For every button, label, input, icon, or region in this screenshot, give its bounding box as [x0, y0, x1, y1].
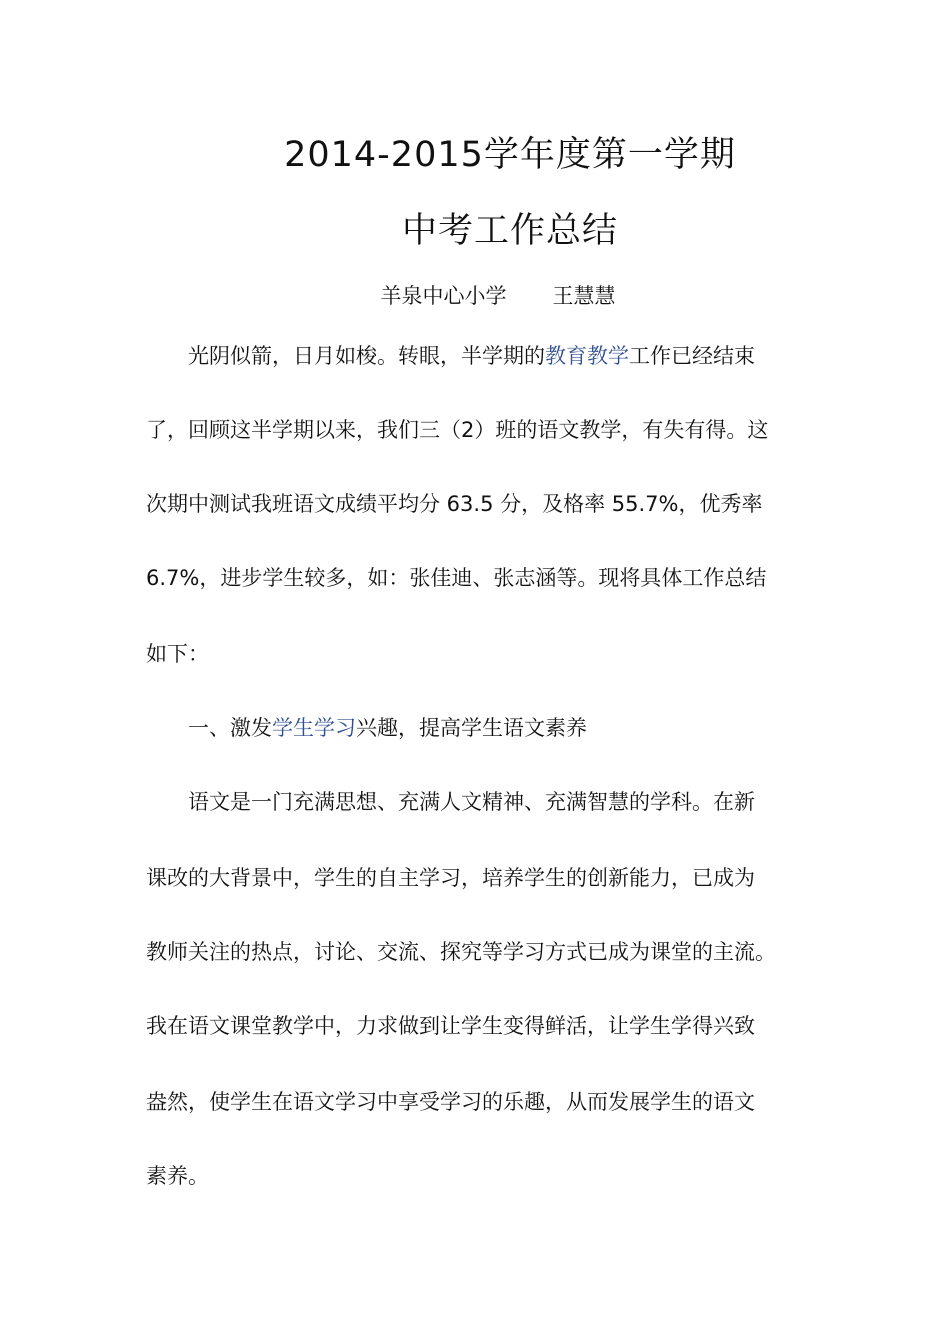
paragraph-line: [146, 564, 766, 592]
text-run: 次期中测试我班语文成绩平均分 63.5 分，及格率 55.7%，优秀率: [146, 492, 763, 516]
text-run: 工作已经结束: [629, 344, 755, 368]
paragraph-line: [146, 1012, 755, 1040]
paragraph-line: [146, 1162, 209, 1190]
text-run: 素养。: [146, 1164, 209, 1188]
paragraph-line: [146, 864, 755, 892]
text-run: 盎然，使学生在语文学习中享受学习的乐趣，从而发展学生的语文: [146, 1090, 755, 1114]
title-line-2: 中考工作总结: [401, 211, 618, 251]
paragraph-line: [146, 1088, 755, 1116]
paragraph-line: [146, 640, 209, 668]
text-run: 语文是一门充满思想、充满人文精神、充满智慧的学科。在新: [146, 790, 755, 814]
paragraph-line: [146, 490, 763, 518]
text-run: 课改的大背景中，学生的自主学习，培养学生的创新能力，已成为: [146, 866, 755, 890]
text-run: 兴趣，提高学生语文素养: [356, 716, 587, 740]
text-run: 如下：: [146, 642, 209, 666]
paragraph-line: [146, 788, 755, 816]
paragraph-line: [146, 938, 776, 966]
link-student-learning[interactable]: 学生学习: [272, 716, 356, 740]
paragraph-line: [146, 342, 755, 370]
text-run: 我在语文课堂教学中，力求做到让学生变得鲜活，让学生学得兴致: [146, 1014, 755, 1038]
section-heading: [146, 714, 587, 742]
text-run: 一、激发: [146, 716, 272, 740]
paragraph-line: [146, 416, 768, 444]
title-line-1: 2014-2015学年度第一学期: [284, 135, 736, 175]
text-run: 6.7%，进步学生较多，如：张佳迪、张志涵等。现将具体工作总结: [146, 566, 767, 590]
author-name: 王慧慧: [552, 284, 616, 308]
byline: [0, 280, 950, 310]
text-run: 光阴似箭，日月如梭。转眼，半学期的: [146, 344, 545, 368]
school-name: 羊泉中心小学: [380, 284, 507, 308]
link-education-teaching[interactable]: 教育教学: [545, 344, 629, 368]
text-run: 了，回顾这半学期以来，我们三（2）班的语文教学，有失有得。这: [146, 418, 769, 442]
text-run: 教师关注的热点，讨论、交流、探究等学习方式已成为课堂的主流。: [146, 940, 776, 964]
